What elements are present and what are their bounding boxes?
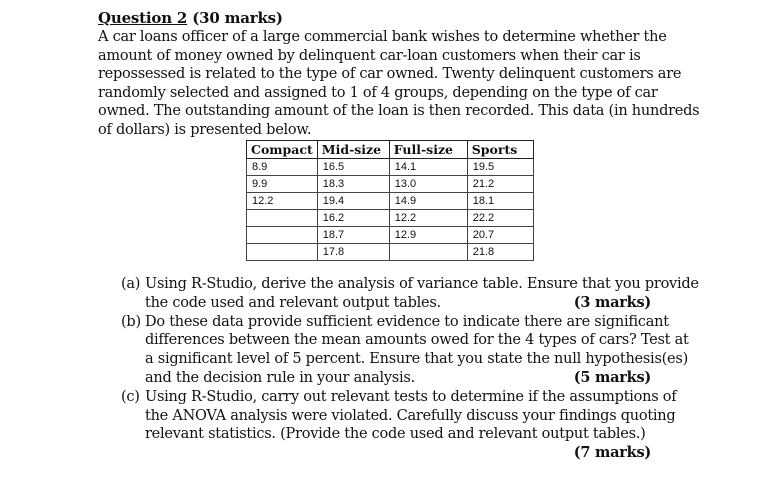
question-heading (98, 9, 283, 27)
part-marks: (3 marks) (573, 293, 651, 311)
table-cell: 21.2 (467, 176, 533, 193)
column-header-compact: Compact (247, 141, 318, 159)
part-text-line: Do these data provide sufficient evidence to indicate there are significant (145, 313, 669, 330)
table-cell: 12.9 (389, 227, 467, 244)
intro-line: of dollars) is presented below. (98, 121, 312, 138)
table-cell: 18.3 (317, 176, 389, 193)
table-cell: 12.2 (389, 210, 467, 227)
table-cell: 12.2 (247, 193, 318, 210)
table-cell: 21.8 (467, 244, 533, 261)
part-text-line: Using R-Studio, derive the analysis of variance table. Ensure that you provide (145, 276, 699, 292)
table-row (247, 210, 534, 227)
question-number: Question 2 (98, 9, 188, 27)
part-label: (b) (121, 313, 141, 330)
part-text-line: relevant statistics. (Provide the code used and relevant output tables.) (145, 426, 646, 443)
table-row (247, 227, 534, 244)
table-row (247, 193, 534, 210)
intro-line: amount of money owned by delinquent car-loan customers when their car is (98, 47, 641, 64)
part-text-line: and the decision rule in your analysis. (145, 369, 415, 386)
column-header-sports: Sports (467, 141, 533, 159)
part-text-line: the ANOVA analysis were violated. Carefully discuss your findings quoting (145, 407, 676, 424)
table-row (247, 176, 534, 193)
table-cell (247, 244, 318, 261)
loan-data-table (246, 140, 534, 261)
part-c (121, 388, 677, 463)
table-cell: 13.0 (389, 176, 467, 193)
table-cell: 16.2 (317, 210, 389, 227)
intro-line: A car loans officer of a large commercial bank wishes to determine whether the (98, 29, 667, 45)
part-text-line: Using R-Studio, carry out relevant tests to determine if the assumptions of (145, 388, 677, 405)
table-cell: 9.9 (247, 176, 318, 193)
table-cell (247, 210, 318, 227)
column-header-full-size: Full-size (389, 141, 467, 159)
table-cell: 20.7 (467, 227, 533, 244)
part-label: (a) (121, 276, 141, 292)
table-cell: 19.5 (467, 159, 533, 176)
table-cell: 17.8 (317, 244, 389, 261)
part-label: (c) (121, 388, 140, 405)
table-row (247, 244, 534, 261)
question-total-marks: (30 marks) (192, 9, 283, 27)
part-marks: (5 marks) (573, 368, 651, 386)
question-intro (98, 28, 698, 140)
table-cell: 22.2 (467, 210, 533, 227)
table-header-row (247, 141, 534, 159)
table-cell: 8.9 (247, 159, 318, 176)
question-parts (121, 275, 699, 463)
table-cell: 18.1 (467, 193, 533, 210)
table-cell (247, 227, 318, 244)
part-text-line: differences between the mean amounts owed for the 4 types of cars? Test at (145, 332, 689, 349)
intro-line: randomly selected and assigned to 1 of 4 groups, depending on the type of car (98, 84, 658, 101)
part-b (121, 313, 689, 388)
column-header-mid-size: Mid-size (317, 141, 389, 159)
table-row (247, 159, 534, 176)
table-cell: 14.9 (389, 193, 467, 210)
part-text-line: a significant level of 5 percent. Ensure that you state the null hypothesis(es) (145, 351, 688, 368)
intro-line: owned. The outstanding amount of the loan is then recorded. This data (in hundreds (98, 103, 700, 120)
table-cell: 18.7 (317, 227, 389, 244)
part-a (121, 275, 699, 313)
table-cell: 19.4 (317, 193, 389, 210)
table-cell: 16.5 (317, 159, 389, 176)
table-cell (389, 244, 467, 261)
part-text-line: the code used and relevant output tables. (145, 294, 441, 311)
table-cell: 14.1 (389, 159, 467, 176)
intro-line: repossessed is related to the type of car owned. Twenty delinquent customers are (98, 66, 682, 83)
part-marks: (7 marks) (573, 444, 651, 462)
